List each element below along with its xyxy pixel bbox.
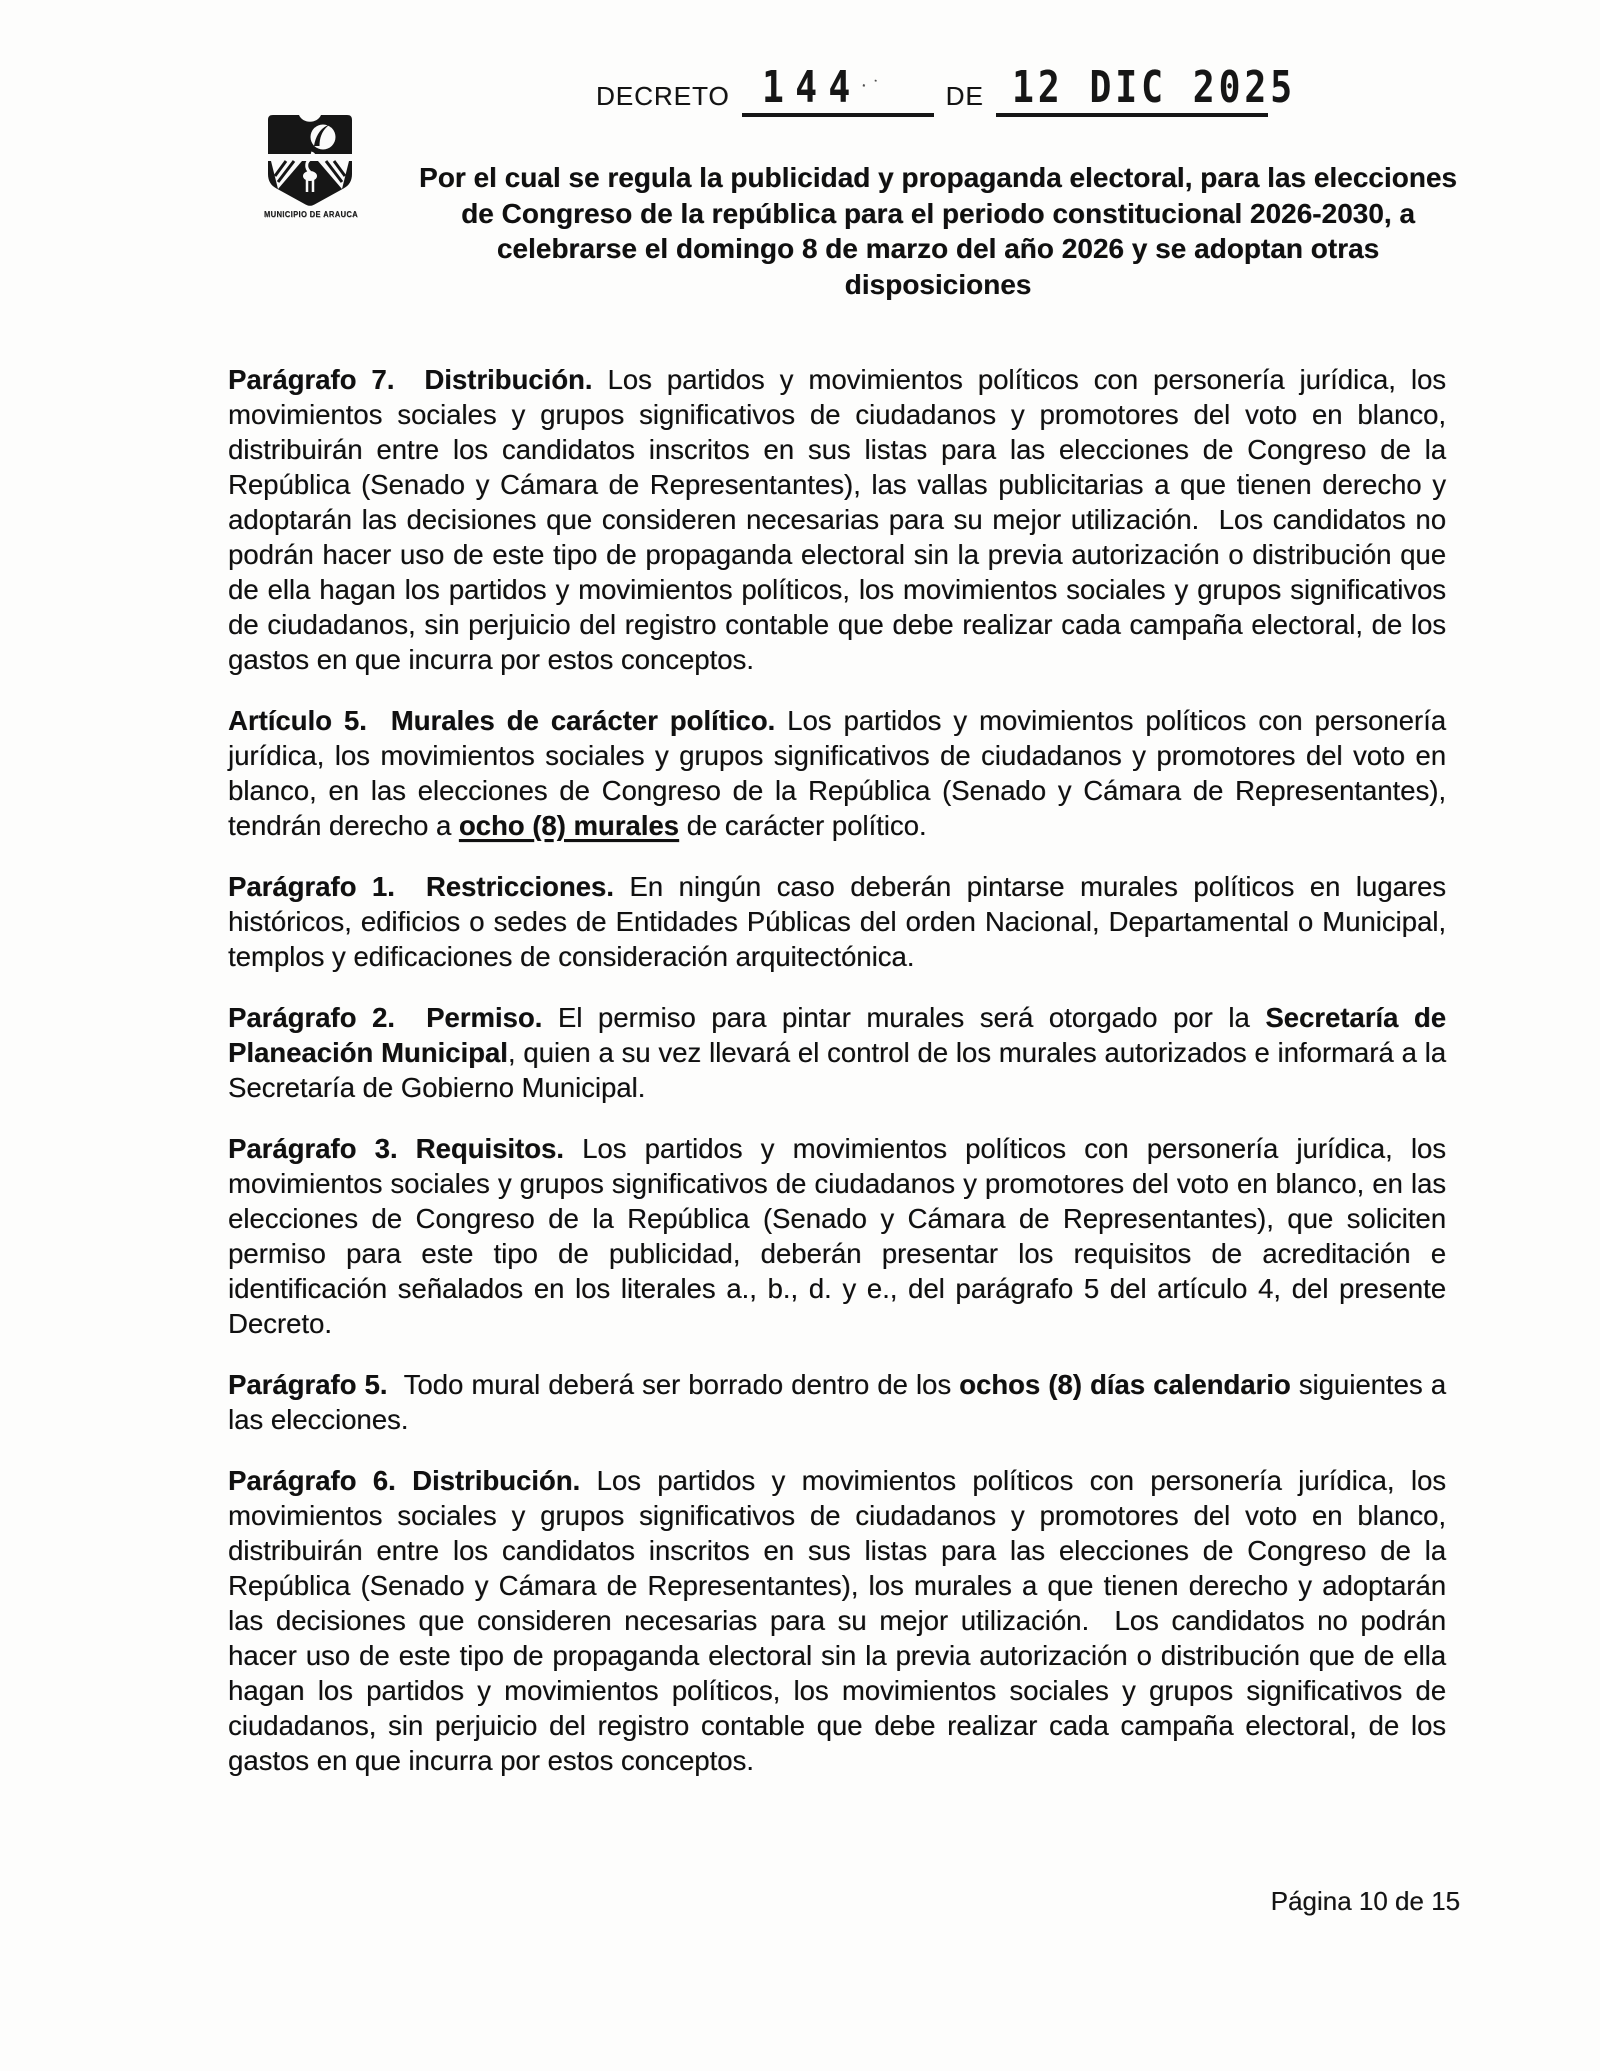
text-run: Todo mural deberá ser borrado dentro de los bbox=[403, 1369, 960, 1400]
decree-date-field bbox=[996, 62, 1296, 117]
paragrafo-6-distribucion bbox=[228, 1463, 1446, 1778]
document-body bbox=[228, 362, 1446, 1778]
text-run: Secretaría de Planeación Municipal bbox=[228, 1002, 1447, 1068]
decree-label: DECRETO bbox=[596, 81, 730, 111]
text-run: Los partidos y movimientos políticos con personería jurídica, los movimientos sociales y grupos significativos de ciudadanos y promotores del voto en blanco, en las elecciones de Congreso de la República (Senado y Cámara de Representantes), que soliciten permiso para este tipo de publicidad, deberán presentar los requisitos de acreditación e identificación señalados en los literales a., b., d. y e., del parágrafo 5 del artículo 4, del presente Decreto. bbox=[228, 1133, 1446, 1339]
text-run: Parágrafo 5. bbox=[228, 1369, 404, 1400]
paragrafo-7-distribucion bbox=[228, 362, 1446, 677]
text-run: El permiso para pintar murales será otorgado por la bbox=[557, 1002, 1266, 1033]
text-run: siguientes a las elecciones. bbox=[228, 1369, 1446, 1435]
articulo-5-murales bbox=[228, 703, 1446, 843]
text-run: Parágrafo 2. Permiso. bbox=[228, 1002, 558, 1033]
text-run: Artículo 5. Murales de carácter político. bbox=[228, 705, 788, 736]
text-run: Los partidos y movimientos políticos con personería jurídica, los movimientos sociales y grupos significativos de ciudadanos y promotores del voto en blanco, en las elecciones de Congreso de la República (Senado y Cámara de Representantes), tendrán derecho a bbox=[228, 705, 1446, 841]
crest-caption: MUNICIPIO DE ARAUCA bbox=[264, 209, 358, 220]
paragrafo-2-permiso bbox=[228, 1000, 1446, 1105]
decree-title-line: Por el cual se regula la publicidad y propaganda electoral, para las elecciones bbox=[419, 162, 1457, 193]
paragrafo-1-restricciones bbox=[228, 869, 1446, 974]
decree-date-stamp: 12 DIC 2025 bbox=[1011, 62, 1296, 113]
text-run: Parágrafo 7. Distribución. bbox=[228, 364, 608, 395]
paragrafo-5-borrado bbox=[228, 1367, 1446, 1437]
text-run: de carácter político. bbox=[678, 810, 927, 841]
crest-shield-icon bbox=[266, 112, 354, 208]
decree-title-line: de Congreso de la república para el periodo constitucional 2026-2030, a bbox=[461, 197, 1415, 229]
text-run: Parágrafo 1. Restricciones. bbox=[228, 871, 630, 902]
decree-de-label: DE bbox=[945, 81, 984, 111]
page-number: Página 10 de 15 bbox=[1270, 1886, 1460, 1916]
text-run: Los partidos y movimientos políticos con personería jurídica, los movimientos sociales y grupos significativos de ciudadanos y promotores del voto en blanco, distribuirán entre los candidatos inscritos en sus listas para las elecciones de Congreso de la República (Senado y Cámara de Representantes), las vallas publicitarias a que tienen derecho y adoptarán las decisiones que consideren necesarias para su mejor utilización. Los candidatos no podrán hacer uso de este tipo de propaganda electoral sin la previa autorización o distribución que de ella hagan los partidos y movimientos políticos, los movimientos sociales y grupos significativos de ciudadanos, sin perjuicio del registro contable que debe realizar cada campaña electoral, de los gastos en que incurra por estos conceptos. bbox=[228, 364, 1446, 675]
text-run: Parágrafo 6. Distribución. bbox=[228, 1465, 597, 1496]
text-run: En ningún caso deberán pintarse murales políticos en lugares históricos, edificios o sedes de Entidades Públicas del orden Nacional, Departamental o Municipal, templos y edificaciones de consideración arquitectónica. bbox=[228, 871, 1446, 972]
paragrafo-3-requisitos bbox=[228, 1131, 1446, 1341]
text-run: ocho (8) murales bbox=[458, 810, 679, 841]
decree-title-line: disposiciones bbox=[844, 268, 1032, 300]
municipality-crest bbox=[264, 112, 356, 219]
text-run: , quien a su vez llevará el control de los murales autorizados e informará a la Secretaría de Gobierno Municipal. bbox=[228, 1037, 1446, 1103]
text-run: Parágrafo 3. Requisitos. bbox=[228, 1133, 583, 1164]
decree-number-field bbox=[742, 62, 934, 117]
decree-title bbox=[380, 160, 1496, 302]
text-run: ochos (8) días calendario bbox=[959, 1369, 1291, 1400]
decree-header-line bbox=[596, 62, 1296, 117]
decree-title-line: celebrarse el domingo 8 de marzo del año 2026 y se adoptan otras bbox=[496, 233, 1380, 264]
text-run: Los partidos y movimientos políticos con personería jurídica, los movimientos sociales y grupos significativos de ciudadanos y promotores del voto en blanco, distribuirán entre los candidatos inscritos en sus listas para las elecciones de Congreso de la República (Senado y Cámara de Representantes), los murales a que tienen derecho y adoptarán las decisiones que consideren necesarias para su mejor utilización. Los candidatos no podrán hacer uso de este tipo de propaganda electoral sin la previa autorización o distribución que de ella hagan los partidos y movimientos políticos, los movimientos sociales y grupos significativos de ciudadanos, sin perjuicio del registro contable que debe realizar cada campaña electoral, de los gastos en que incurra por estos conceptos. bbox=[228, 1465, 1446, 1776]
stamp-ink-artifact: ·˙ bbox=[857, 73, 885, 101]
decree-number-stamp: 144 bbox=[761, 62, 862, 113]
